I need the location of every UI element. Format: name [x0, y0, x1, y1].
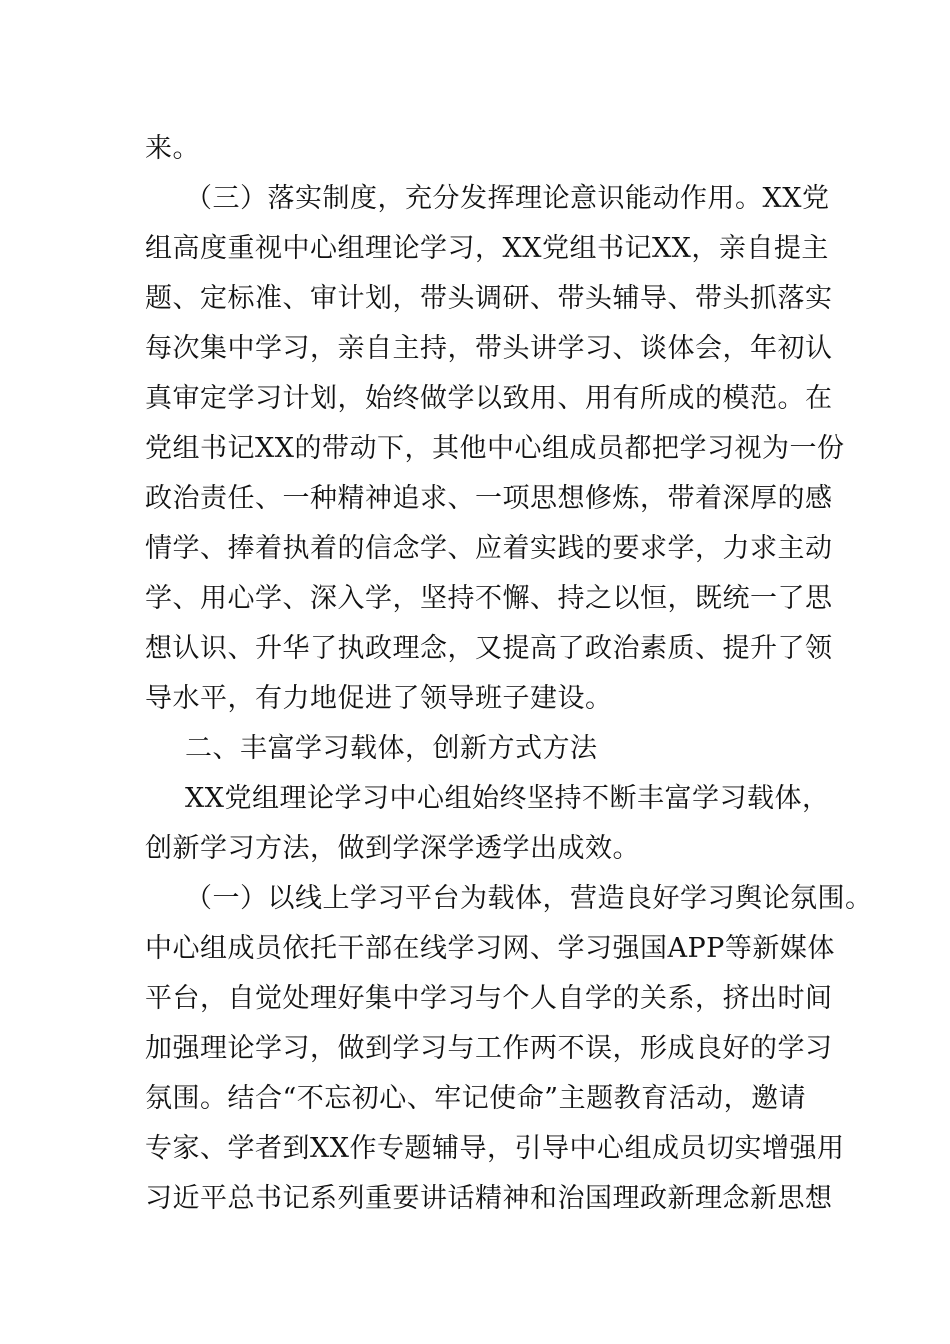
- text-line-5: 每次集中学习，亲自主持，带头讲学习、谈体会，年初认: [145, 333, 833, 364]
- text-line-4: 题、定标准、审计划，带头调研、带头辅导、带头抓落实: [145, 283, 833, 314]
- text-line-1: 来。: [145, 133, 200, 164]
- text-line-2: （三）落实制度，充分发挥理论意识能动作用。XX党: [185, 183, 830, 214]
- text-line-18: 平台，自觉处理好集中学习与个人自学的关系，挤出时间: [145, 983, 833, 1014]
- text-line-14: XX党组理论学习中心组始终坚持不断丰富学习载体，: [185, 783, 830, 814]
- text-line-10: 学、用心学、深入学，坚持不懈、持之以恒，既统一了思: [145, 583, 833, 614]
- text-line-16: （一）以线上学习平台为载体，营造良好学习舆论氛围。: [185, 883, 873, 914]
- section-heading: 二、丰富学习载体，创新方式方法: [185, 733, 598, 764]
- text-line-3: 组高度重视中心组理论学习，XX党组书记XX，亲自提主: [145, 233, 829, 264]
- text-line-19: 加强理论学习，做到学习与工作两不误，形成良好的学习: [145, 1033, 833, 1064]
- text-line-9: 情学、捧着执着的信念学、应着实践的要求学，力求主动: [145, 533, 833, 564]
- text-line-12: 导水平，有力地促进了领导班子建设。: [145, 683, 613, 714]
- text-line-8: 政治责任、一种精神追求、一项思想修炼，带着深厚的感: [145, 483, 833, 514]
- text-line-11: 想认识、升华了执政理念，又提高了政治素质、提升了领: [145, 633, 833, 664]
- text-line-20: 氛围。结合“不忘初心、牢记使命”主题教育活动，邀请: [145, 1083, 807, 1114]
- text-line-22: 习近平总书记系列重要讲话精神和治国理政新理念新思想: [145, 1183, 833, 1214]
- text-line-15: 创新学习方法，做到学深学透学出成效。: [145, 833, 640, 864]
- text-line-17: 中心组成员依托干部在线学习网、学习强国APP等新媒体: [145, 933, 835, 964]
- text-line-6: 真审定学习计划，始终做学以致用、用有所成的模范。在: [145, 383, 833, 414]
- text-line-21: 专家、学者到XX作专题辅导，引导中心组成员切实增强用: [145, 1133, 845, 1164]
- text-line-7: 党组书记XX的带动下，其他中心组成员都把学习视为一份: [145, 433, 845, 464]
